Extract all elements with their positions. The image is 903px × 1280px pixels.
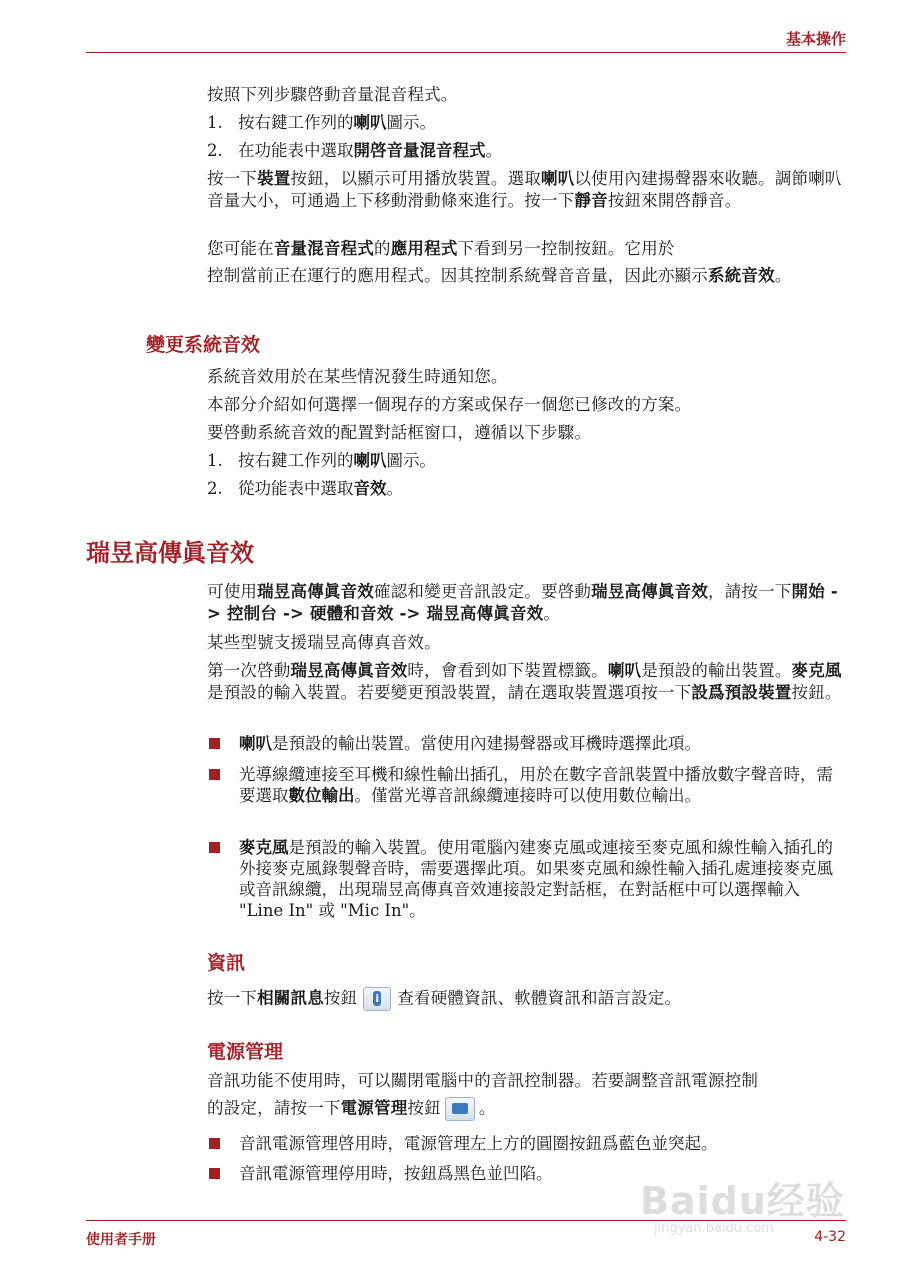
section-title: 基本操作 bbox=[785, 30, 846, 48]
page-footer bbox=[86, 1220, 846, 1248]
mixer-step-1: 1. 按右鍵工作列的喇叭圖示。 bbox=[207, 113, 436, 132]
mixer-paragraph-1: 按一下裝置按鈕，以顯示可用播放裝置。選取喇叭以使用內建揚聲器來收聽。調節喇叭音量大小，可通過上下移動滑動條來進行。按一下靜音按鈕來開啓靜音。 bbox=[207, 169, 842, 210]
realtek-heading: 瑞昱高傳眞音效 bbox=[86, 539, 254, 567]
realtek-bullet-3: 麥克風是預設的輸入裝置。使用電腦內建麥克風或連接至麥克風和線性輸入插孔的外接麥克風錄製聲音時，需要選擇此項。如果麥克風和線性輸入插孔處連接麥克風或音訊線纜，出現瑞昱高傳真音效連接設定對話框，在對話框中可以選擇輸入 "Line In" 或 "Mic In"。 bbox=[207, 837, 847, 921]
mixer-paragraph-3: 控制當前正在運行的應用程式。因其控制系統聲音音量，因此亦顯示系統音效。 bbox=[207, 266, 792, 285]
page-number: 4-32 bbox=[814, 1229, 846, 1245]
realtek-bullet-1: 喇叭是預設的輸出裝置。當使用內建揚聲器或耳機時選擇此項。 bbox=[207, 733, 847, 754]
sys-sounds-p2: 本部分介紹如何選擇一個現存的方案或保存一個您已修改的方案。 bbox=[207, 395, 692, 414]
sys-sounds-heading: 變更系統音效 bbox=[146, 334, 261, 356]
manual-title: 使用者手册 bbox=[86, 1232, 156, 1248]
sys-sounds-p1: 系統音效用於在某些情況發生時通知您。 bbox=[207, 367, 508, 386]
info-heading: 資訊 bbox=[207, 952, 246, 974]
power-p1: 音訊功能不使用時，可以關閉電腦中的音訊控制器。若要調整音訊電源控制 bbox=[207, 1071, 759, 1090]
power-heading: 電源管理 bbox=[207, 1041, 284, 1063]
bullet-square-icon bbox=[209, 842, 220, 853]
page-header bbox=[86, 0, 846, 53]
power-bullet-2: 音訊電源管理停用時，按鈕爲黑色並凹陷。 bbox=[207, 1163, 847, 1184]
info-button-icon: i bbox=[363, 987, 391, 1011]
bullet-square-icon bbox=[209, 1138, 220, 1149]
mixer-step-2: 2. 在功能表中選取開啓音量混音程式。 bbox=[207, 141, 502, 160]
bullet-square-icon bbox=[209, 769, 220, 780]
power-p2: 的設定，請按一下電源管理按鈕 。 bbox=[207, 1097, 847, 1121]
realtek-p1: 可使用瑞昱高傳眞音效確認和變更音訊設定。要啓動瑞昱高傳眞音效，請按一下開始 -> 控制台 -> 硬體和音效 -> 瑞昱高傳眞音效。 bbox=[207, 582, 838, 623]
sys-sounds-p3: 要啓動系統音效的配置對話框窗口，遵循以下步驟。 bbox=[207, 423, 592, 442]
sys-sounds-step-1: 1. 按右鍵工作列的喇叭圖示。 bbox=[207, 451, 436, 470]
mixer-paragraph-2: 您可能在音量混音程式的應用程式下看到另一控制按鈕。它用於 bbox=[207, 239, 675, 258]
bullet-square-icon bbox=[209, 1168, 220, 1179]
realtek-bullet-2: 光導線纜連接至耳機和線性輸出插孔，用於在數字音訊裝置中播放數字聲音時，需要選取數位輸出。僅當光導音訊線纜連接時可以使用數位輸出。 bbox=[207, 764, 847, 806]
baidu-watermark: Baidu经验 jingyan.baidu.com bbox=[640, 1179, 845, 1236]
power-button-icon bbox=[445, 1097, 475, 1121]
realtek-p2: 某些型號支援瑞昱高傳真音效。 bbox=[207, 633, 441, 652]
realtek-p3: 第一次啓動瑞昱高傳眞音效時，會看到如下裝置標籤。喇叭是預設的輸出裝置。麥克風是預設的輸入裝置。若要變更預設裝置，請在選取裝置選項按一下設爲預設裝置按鈕。 bbox=[207, 661, 842, 702]
info-paragraph: 按一下相關訊息按鈕 i 查看硬體資訊、軟體資訊和語言設定。 bbox=[207, 987, 847, 1011]
sys-sounds-step-2: 2. 從功能表中選取音效。 bbox=[207, 479, 403, 498]
bullet-square-icon bbox=[209, 738, 220, 749]
mixer-intro: 按照下列步驟啓動音量混音程式。 bbox=[207, 85, 458, 104]
power-bullet-1: 音訊電源管理啓用時，電源管理左上方的圓圈按鈕爲藍色並突起。 bbox=[207, 1133, 847, 1154]
